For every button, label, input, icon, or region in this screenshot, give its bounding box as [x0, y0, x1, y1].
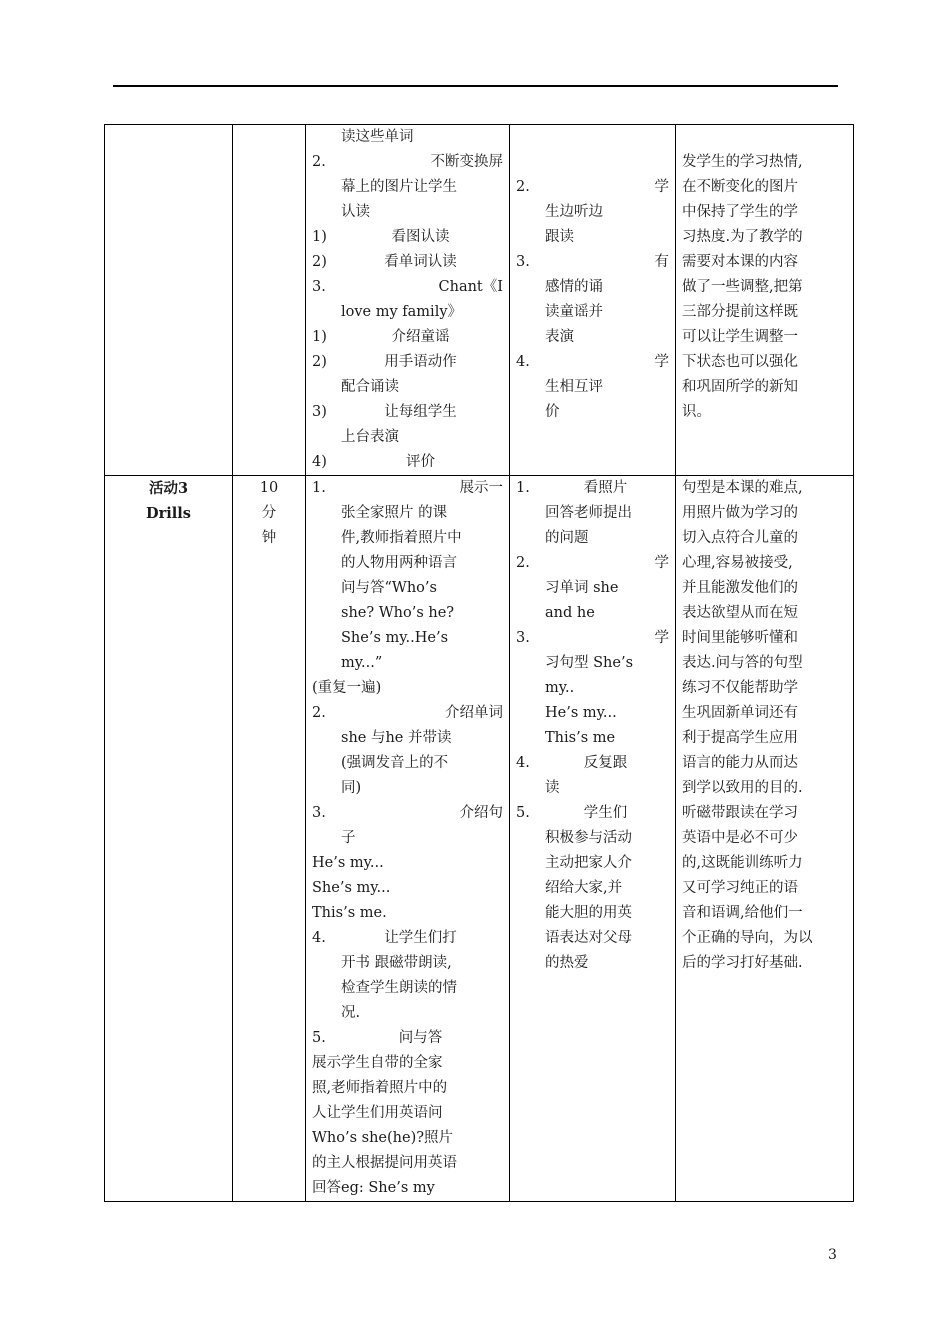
list-item — [312, 250, 503, 275]
list-item — [516, 150, 669, 175]
list-item-text: my.. — [545, 680, 575, 696]
list-item-text: She’s my..He’s — [341, 630, 449, 646]
page-number: 3 — [828, 1247, 837, 1263]
list-item — [516, 300, 669, 325]
list-item — [516, 676, 669, 701]
list-item — [516, 776, 669, 801]
list-item — [312, 1126, 503, 1151]
list-item — [312, 1151, 503, 1176]
list-item — [312, 676, 503, 701]
list-item-text: 学 — [654, 555, 669, 571]
list-item-text: 问与答“Who’s — [341, 580, 437, 596]
list-item — [312, 175, 503, 200]
list-item — [312, 776, 503, 801]
cell-text-line: 英语中是必不可少 — [682, 830, 798, 846]
list-item-number: 3. — [312, 279, 326, 295]
list-item-text: 反复跟 — [583, 755, 628, 771]
list-item-text: She’s my... — [312, 880, 391, 896]
cell-text-line — [682, 125, 847, 150]
list-item-text: 看照片 — [583, 480, 628, 496]
cell-text-line: 习热度.为了教学的 — [682, 229, 803, 245]
list-item — [516, 325, 669, 350]
list-item-text: 看图认读 — [391, 229, 450, 245]
list-item-text: 有 — [654, 254, 669, 270]
list-item — [516, 200, 669, 225]
list-item — [312, 826, 503, 851]
list-item — [312, 476, 503, 501]
list-item-text: 展示一 — [459, 480, 503, 496]
list-item — [516, 926, 669, 951]
list-item-text: 习单词 she — [545, 580, 619, 596]
list-item — [516, 476, 669, 501]
list-item — [516, 876, 669, 901]
list-item-text: 感情的诵 — [545, 279, 603, 295]
list-item — [516, 125, 669, 150]
list-item-text: 学生们 — [583, 805, 628, 821]
cell-text-line: 心理,容易被接受, — [682, 555, 793, 571]
list-item-text: 检查学生朗读的情 — [341, 980, 457, 996]
list-item — [516, 826, 669, 851]
list-item-number: 2. — [516, 555, 530, 571]
list-item-text: 让学生们打 — [384, 930, 457, 946]
list-item-text: (强调发音上的不 — [341, 755, 449, 771]
list-item — [312, 851, 503, 876]
cell-text-line: 分 — [261, 505, 277, 521]
list-item — [312, 1026, 503, 1051]
cell-text-line: 三部分提前这样既 — [682, 304, 798, 320]
cell-text-line: 切入点符合儿童的 — [682, 530, 798, 546]
list-item-text: 上台表演 — [341, 429, 399, 445]
list-item — [516, 225, 669, 250]
list-item-text: 人让学生们用英语问 — [312, 1105, 443, 1121]
list-item — [516, 701, 669, 726]
student-activity-cell — [510, 476, 676, 1202]
list-item-text — [516, 154, 521, 170]
list-item — [516, 350, 669, 375]
list-item-number: 5. — [516, 805, 530, 821]
list-item-number: 4. — [516, 354, 530, 370]
cell-text-line: 的,这既能训练听力 — [682, 855, 803, 871]
list-item-text: 回答eg: She’s my — [312, 1180, 435, 1196]
list-item — [312, 926, 503, 951]
list-item-text: 的问题 — [545, 530, 589, 546]
list-item — [312, 651, 503, 676]
list-item — [516, 901, 669, 926]
cell-text-line: 需要对本课的内容 — [682, 254, 798, 270]
list-item — [312, 576, 503, 601]
list-item — [312, 951, 503, 976]
list-item — [516, 851, 669, 876]
list-item — [312, 275, 503, 300]
list-item-text: 幕上的图片让学生 — [341, 179, 457, 195]
list-item-text: This’s me — [545, 730, 616, 746]
list-item-text: He’s my... — [312, 855, 384, 871]
list-item-text: 配合诵读 — [341, 379, 399, 395]
list-item — [312, 626, 503, 651]
list-item-text: 让每组学生 — [384, 404, 457, 420]
cell-text-line: 表达.问与答的句型 — [682, 655, 803, 671]
list-item — [312, 325, 503, 350]
list-item-text: 介绍童谣 — [391, 329, 450, 345]
cell-text-line: 练习不仅能帮助学 — [682, 680, 798, 696]
list-item — [312, 526, 503, 551]
list-item-text: 看单词认读 — [384, 254, 457, 270]
cell-text-line: 和巩固所学的新知 — [682, 379, 798, 395]
list-item-number: 1. — [312, 480, 326, 496]
cell-text-line: 表达欲望从而在短 — [682, 605, 798, 621]
list-item — [312, 901, 503, 926]
list-item-number: 3) — [312, 404, 327, 420]
list-item — [312, 125, 503, 150]
header-rule — [113, 85, 838, 87]
list-item-text: 的主人根据提问用英语 — [312, 1155, 457, 1171]
list-item-text: 跟读 — [545, 229, 574, 245]
list-item — [312, 601, 503, 626]
list-item-number: 1) — [312, 229, 327, 245]
list-item — [312, 400, 503, 425]
list-item-text: 生相互评 — [545, 379, 603, 395]
list-item-number: 2) — [312, 354, 327, 370]
list-item-text: 读这些单词 — [341, 129, 414, 145]
list-item — [312, 976, 503, 1001]
cell-text-line: 听磁带跟读在学习 — [682, 805, 798, 821]
list-item-text: He’s my... — [545, 705, 617, 721]
time-cell — [233, 125, 306, 476]
list-item — [516, 951, 669, 976]
list-item — [516, 726, 669, 751]
list-item-text: 件,教师指着照片中 — [341, 530, 462, 546]
list-item-text: 开书 跟磁带朗读, — [341, 955, 452, 971]
list-item-text: 学 — [654, 630, 669, 646]
activity-cell — [105, 476, 233, 1202]
cell-text-line: 音和语调,给他们一 — [682, 905, 803, 921]
cell-text-line: 识。 — [682, 404, 711, 420]
list-item-number: 4) — [312, 454, 327, 470]
list-item-text: 读 — [545, 780, 560, 796]
cell-text-line: 生巩固新单词还有 — [682, 705, 798, 721]
list-item-text: 主动把家人介 — [545, 855, 632, 871]
list-item-number: 3. — [312, 805, 326, 821]
list-item — [312, 1051, 503, 1076]
cell-text-line: 时间里能够听懂和 — [682, 630, 798, 646]
list-item-number: 3. — [516, 630, 530, 646]
list-item — [312, 726, 503, 751]
list-item — [516, 526, 669, 551]
list-item-text: 表演 — [545, 329, 574, 345]
list-item-text: 能大胆的用英 — [545, 905, 632, 921]
list-item-text: 认读 — [341, 204, 370, 220]
list-item — [516, 801, 669, 826]
list-item — [516, 501, 669, 526]
list-item-text: This’s me. — [312, 905, 387, 921]
list-item-number: 2. — [312, 154, 326, 170]
list-item — [516, 601, 669, 626]
list-item-text: 习句型 She’s — [545, 655, 634, 671]
list-item-text: 介绍句 — [459, 805, 503, 821]
cell-text-line: 语言的能力从而达 — [682, 755, 798, 771]
list-item — [516, 400, 669, 425]
list-item — [516, 175, 669, 200]
design-notes-cell — [676, 476, 854, 1202]
cell-text-line: 钟 — [261, 530, 277, 546]
student-activity-cell — [510, 125, 676, 476]
teacher-activity-cell — [306, 476, 510, 1202]
cell-text-line: 发学生的学习热情, — [682, 154, 803, 170]
list-item-text: she? Who’s he? — [341, 605, 455, 621]
list-item-text: 不断变换屏 — [430, 154, 503, 170]
cell-text-line: 又可学习纯正的语 — [682, 880, 798, 896]
table-row — [105, 125, 854, 476]
list-item — [312, 225, 503, 250]
list-item-number: 3. — [516, 254, 530, 270]
list-item-number: 2. — [312, 705, 326, 721]
list-item-text: 的人物用两种语言 — [341, 555, 457, 571]
list-item-text: 介绍单词 — [445, 705, 503, 721]
list-item-text: 问与答 — [398, 1030, 443, 1046]
list-item — [312, 1076, 503, 1101]
teacher-activity-cell — [306, 125, 510, 476]
list-item-text: 照,老师指着照片中的 — [312, 1080, 448, 1096]
list-item-text: 积极参与活动 — [545, 830, 632, 846]
cell-text-line: 并且能激发他们的 — [682, 580, 798, 596]
cell-text-line: Drills — [146, 505, 191, 522]
list-item-text: 况. — [341, 1005, 361, 1021]
cell-text-line: 在不断变化的图片 — [682, 179, 798, 195]
list-item — [516, 551, 669, 576]
list-item — [312, 375, 503, 400]
cell-text-line: 可以让学生调整一 — [682, 329, 798, 345]
list-item-text: 绍给大家,并 — [545, 880, 623, 896]
list-item-number: 1) — [312, 329, 327, 345]
activity-cell — [105, 125, 233, 476]
cell-text-line: 中保持了学生的学 — [682, 204, 798, 220]
lesson-plan-table — [104, 124, 854, 1202]
list-item-text: 展示学生自带的全家 — [312, 1055, 443, 1071]
list-item — [516, 576, 669, 601]
list-item — [312, 350, 503, 375]
list-item — [312, 801, 503, 826]
list-item — [312, 1101, 503, 1126]
cell-text-line: 活动3 — [148, 480, 189, 497]
table-row — [105, 476, 854, 1202]
list-item-text: (重复一遍) — [312, 680, 382, 696]
list-item — [312, 501, 503, 526]
list-item — [312, 1176, 503, 1201]
list-item-text: 子 — [341, 830, 356, 846]
list-item-text: Who’s she(he)?照片 — [312, 1130, 453, 1146]
list-item — [516, 275, 669, 300]
list-item-text: 的热爱 — [545, 955, 589, 971]
cell-text-line: 句型是本课的难点, — [682, 480, 803, 496]
time-cell — [233, 476, 306, 1202]
list-item-text: and he — [545, 605, 595, 621]
list-item-text: my...” — [341, 655, 383, 671]
list-item-text: 学 — [654, 354, 669, 370]
list-item — [516, 626, 669, 651]
list-item-number: 2) — [312, 254, 327, 270]
list-item — [516, 651, 669, 676]
cell-text-line: 利于提高学生应用 — [682, 730, 798, 746]
list-item-text: 价 — [545, 404, 560, 420]
list-item-text: 语表达对父母 — [545, 930, 632, 946]
list-item-text: 张全家照片 的课 — [341, 505, 448, 521]
list-item-text: 读童谣并 — [545, 304, 603, 320]
list-item — [312, 701, 503, 726]
cell-text-line: 个正确的导向，为以 — [682, 930, 813, 946]
list-item-text: she 与he 并带读 — [341, 730, 452, 746]
list-item — [312, 425, 503, 450]
cell-text-line: 到学以致用的目的. — [682, 780, 803, 796]
list-item — [516, 375, 669, 400]
list-item — [516, 751, 669, 776]
list-item — [312, 450, 503, 475]
list-item — [312, 551, 503, 576]
list-item-text — [516, 129, 521, 145]
list-item — [312, 751, 503, 776]
list-item — [312, 200, 503, 225]
list-item — [516, 250, 669, 275]
list-item — [312, 1001, 503, 1026]
list-item — [312, 300, 503, 325]
list-item-text: Chant《I — [438, 279, 503, 295]
list-item — [312, 150, 503, 175]
cell-text-line: 后的学习打好基础. — [682, 955, 803, 971]
cell-text-line: 下状态也可以强化 — [682, 354, 798, 370]
list-item-text: 用手语动作 — [384, 354, 457, 370]
cell-text-line: 10 — [259, 480, 279, 496]
list-item-number: 4. — [312, 930, 326, 946]
cell-text-line: 做了一些调整,把第 — [682, 279, 803, 295]
list-item-text: 评价 — [406, 454, 435, 470]
list-item-text: love my family》 — [341, 304, 463, 320]
list-item-text: 回答老师提出 — [545, 505, 632, 521]
list-item-text: 同) — [341, 780, 362, 796]
list-item — [312, 876, 503, 901]
list-item-number: 4. — [516, 755, 530, 771]
design-notes-cell — [676, 125, 854, 476]
list-item-number: 5. — [312, 1030, 326, 1046]
cell-text-line: 用照片做为学习的 — [682, 505, 798, 521]
list-item-number: 1. — [516, 480, 530, 496]
list-item-text: 生边听边 — [545, 204, 603, 220]
list-item-number: 2. — [516, 179, 530, 195]
list-item-text: 学 — [654, 179, 669, 195]
